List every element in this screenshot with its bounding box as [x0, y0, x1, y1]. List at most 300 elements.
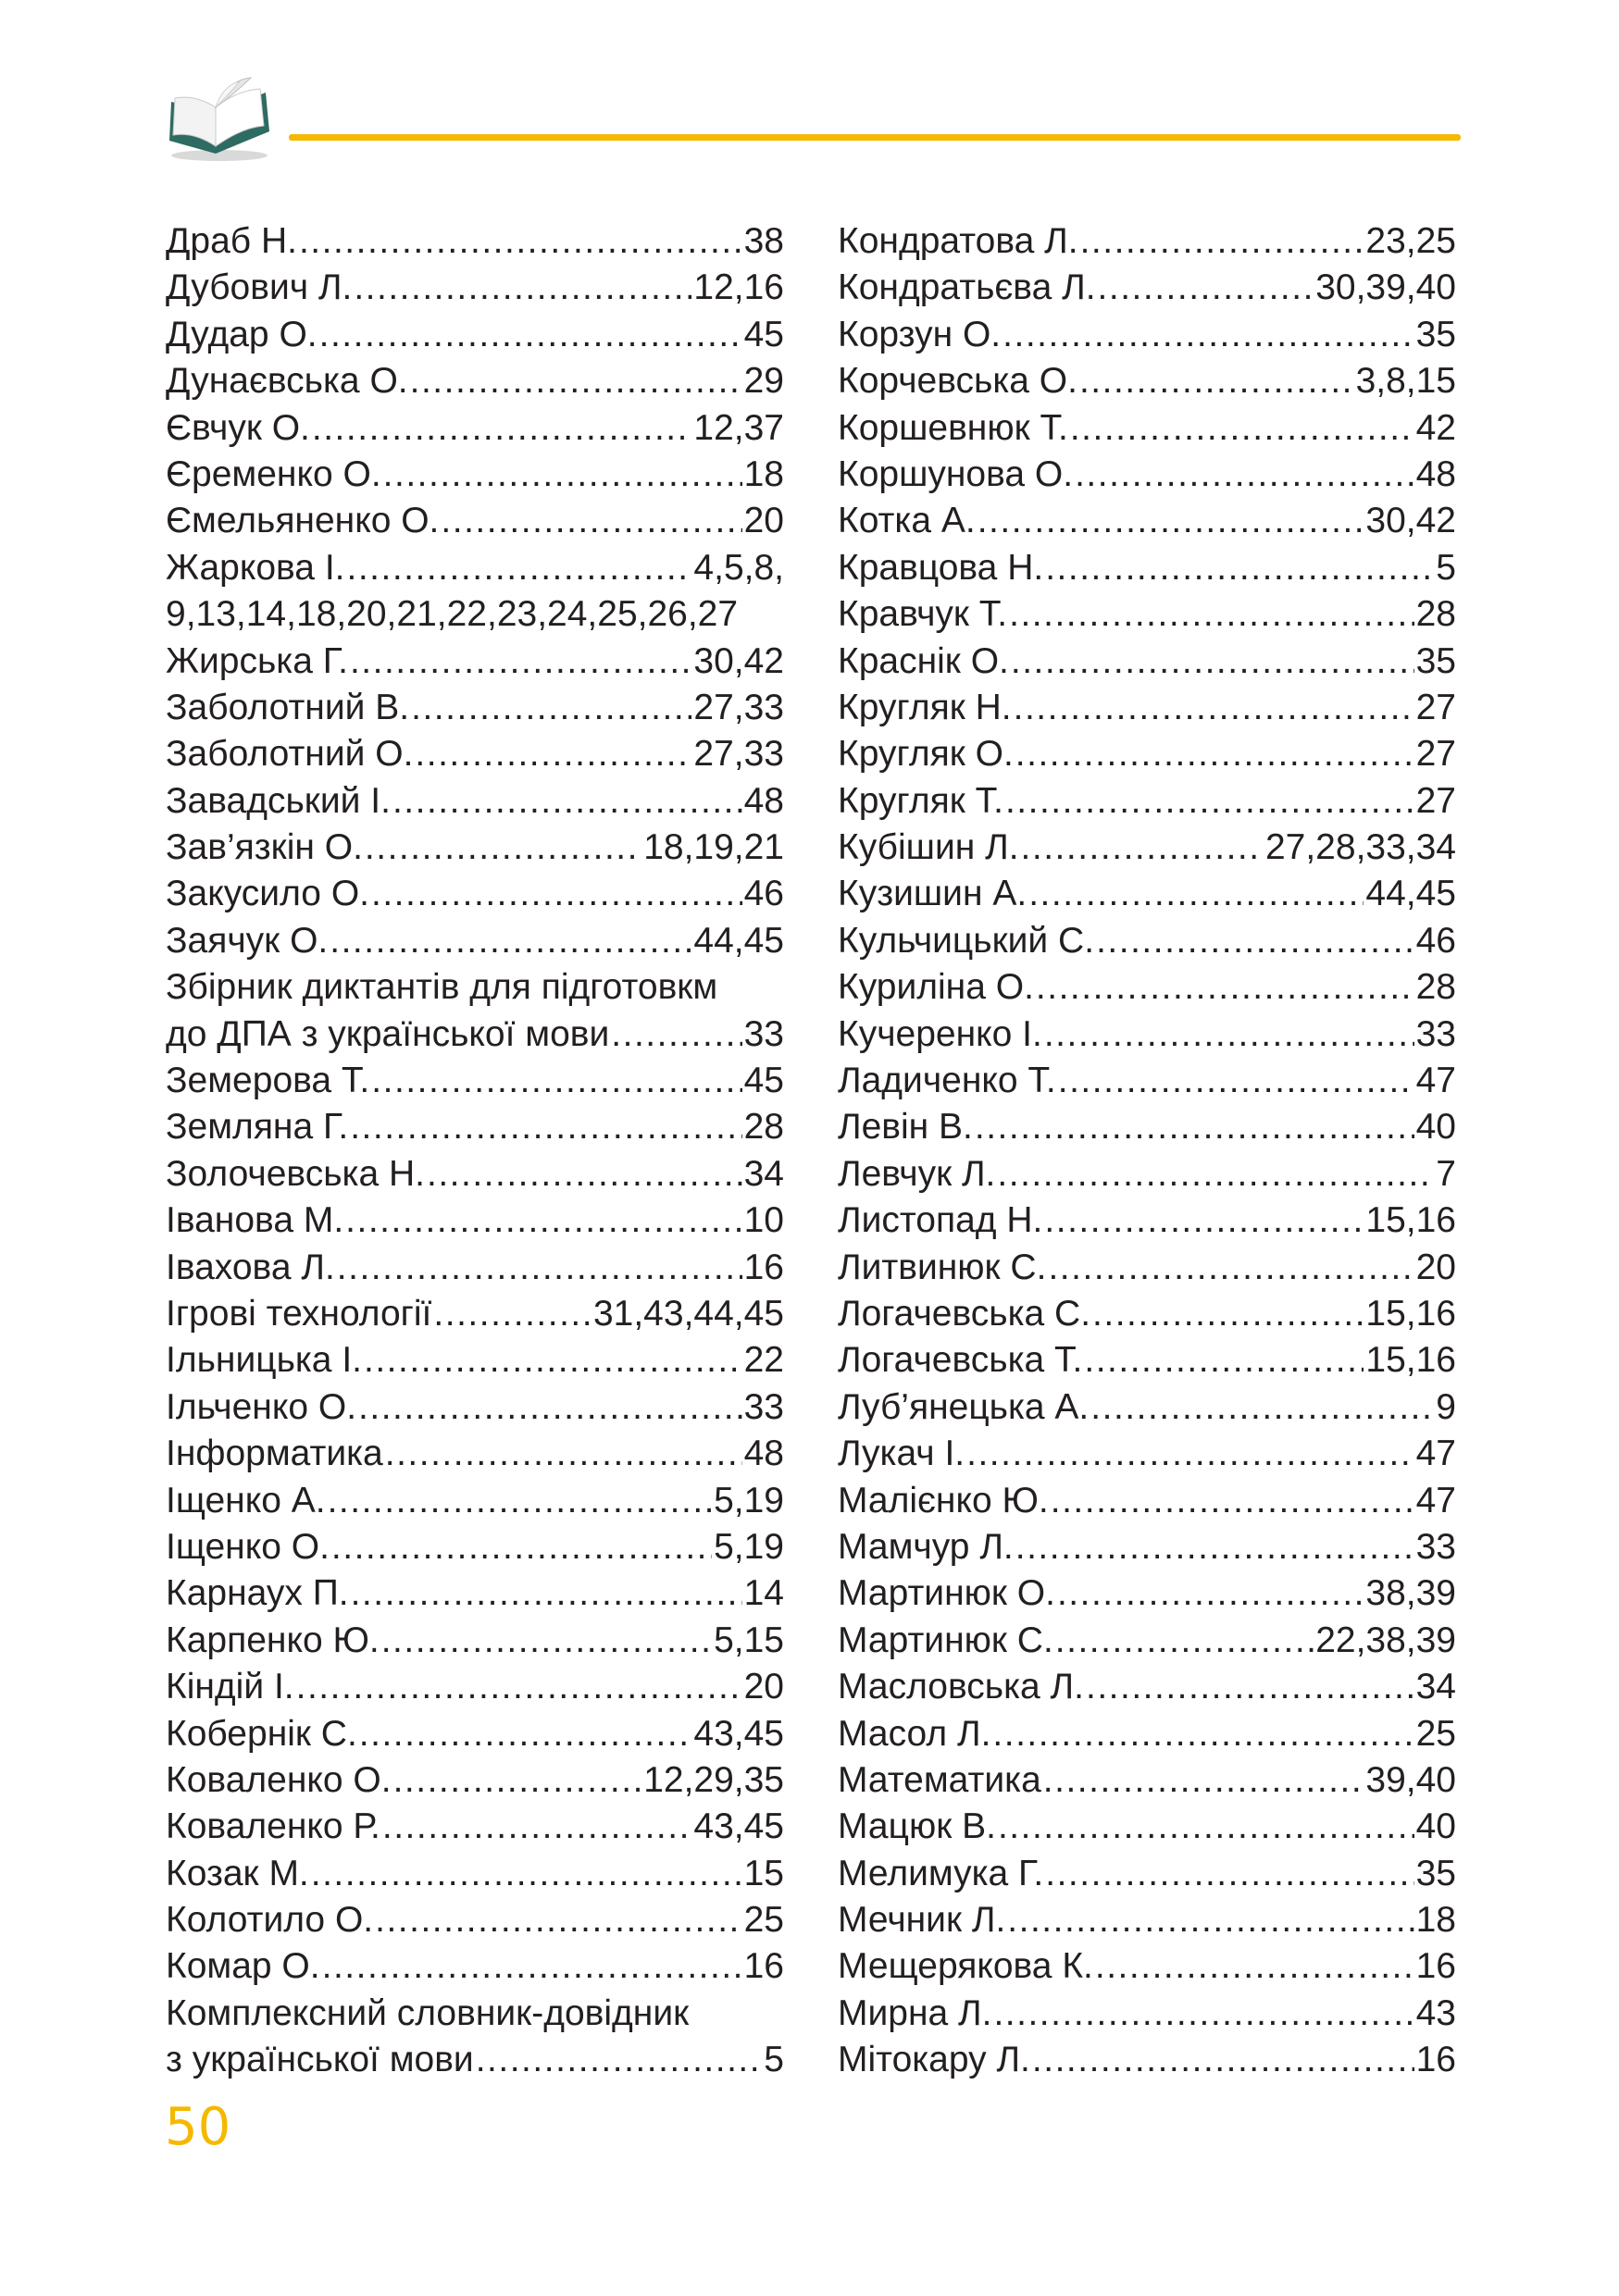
index-entry-name: Мацюк В. [838, 1806, 996, 1847]
dot-leader [611, 1011, 741, 1058]
index-entry-pages: 16 [1415, 1946, 1456, 1987]
dot-leader [978, 498, 1364, 544]
index-entry-pages: 47 [1415, 1061, 1456, 1101]
index-entry-pages: 30,42 [693, 640, 784, 681]
index-entry-name: Кузишин А. [838, 874, 1027, 914]
dot-leader [1055, 1618, 1314, 1664]
index-entry-name: Куриліна О. [838, 967, 1034, 1008]
index-entry-name: Математика [838, 1759, 1041, 1800]
index-entry-name: Інформатика [166, 1433, 383, 1474]
index-entry-name: Дунаєвська О. [166, 361, 408, 402]
index-entry-pages: 40 [1415, 1107, 1456, 1148]
index-entry [838, 1478, 1456, 1524]
index-entry-pages: 18 [1415, 1900, 1456, 1941]
index-entry-name: Мещерякова К. [838, 1946, 1093, 1987]
dot-leader [385, 1431, 742, 1477]
index-entry [166, 1897, 784, 1943]
index-entry [166, 871, 784, 917]
index-entry [166, 1711, 784, 1757]
dot-leader [1005, 778, 1414, 825]
index-entry [166, 1804, 784, 1850]
dot-leader [1079, 358, 1354, 404]
dot-leader [997, 1151, 1434, 1198]
index-entry [166, 1851, 784, 1897]
index-entry [166, 639, 784, 685]
index-entry-name: Заболотний О. [166, 734, 414, 775]
dot-leader [1045, 545, 1434, 591]
index-entry-pages: 30,39,40 [1315, 267, 1456, 308]
dot-leader [1021, 825, 1264, 871]
index-entry-name: Кульчицький С. [838, 920, 1095, 961]
index-entry-pages: 16 [743, 1946, 784, 1987]
index-entry [166, 918, 784, 964]
index-entry-name: Мітокару Л. [838, 2040, 1030, 2080]
index-entry-name: Кучеренко І. [838, 1013, 1042, 1054]
index-entry [838, 1570, 1456, 1617]
index-entry-pages: 43,45 [693, 1713, 784, 1754]
index-entry [838, 1151, 1456, 1198]
index-entry-name: Кравчук Т. [838, 594, 1008, 635]
index-entry-name: Жаркова І. [166, 547, 345, 588]
dot-leader [1043, 1757, 1364, 1804]
index-entry [166, 2037, 784, 2083]
index-entry-name: Кругляк Н. [838, 687, 1012, 727]
dot-leader [1009, 591, 1414, 638]
dot-leader [1098, 265, 1314, 311]
index-entry-pages: 23,25 [1365, 221, 1456, 261]
index-entry-pages: 12,37 [693, 407, 784, 448]
index-entry-pages: 44,45 [1365, 874, 1456, 914]
dot-leader [393, 1757, 642, 1804]
dot-leader [371, 1058, 741, 1104]
index-entry-name: Дудар О. [166, 314, 318, 354]
dot-leader [476, 2037, 763, 2083]
dot-leader [319, 312, 742, 358]
index-entry-pages: 18,19,21 [643, 827, 784, 868]
index-entry-pages: 33 [743, 1013, 784, 1054]
index-entry-pages: 12,29,35 [643, 1759, 784, 1800]
index-entry [838, 1384, 1456, 1431]
index-entry [166, 591, 784, 638]
index-entry [166, 685, 784, 731]
index-entry-name: Іщенко А. [166, 1480, 326, 1520]
index-entry [838, 2037, 1456, 2083]
index-entry-pages: 28 [1415, 967, 1456, 1008]
index-entry-name: Краснік О. [838, 640, 1009, 681]
index-entry [166, 1384, 784, 1431]
index-entry-name: Єременко О. [166, 453, 381, 494]
index-entry-pages: 45 [743, 1061, 784, 1101]
dot-leader [1086, 1664, 1414, 1710]
dot-leader [381, 1618, 712, 1664]
index-entry-name: Ємельяненко О. [166, 501, 440, 541]
index-entry-pages: 46 [743, 874, 784, 914]
index-entry [166, 1198, 784, 1244]
index-entry-pages: 5,19 [714, 1480, 784, 1520]
index-entry-pages: 15,16 [1365, 1200, 1456, 1241]
index-entry-text: Комплексний словник-довідник [166, 1992, 690, 2033]
index-entry-name: Мамчур Л. [838, 1526, 1014, 1567]
index-entry-pages: 14 [743, 1573, 784, 1614]
index-entry-name: Корчевська О. [838, 361, 1077, 402]
dot-leader [1048, 1245, 1414, 1291]
index-entry-pages: 10 [743, 1200, 784, 1241]
index-entry-name: Ільницька І. [166, 1340, 363, 1381]
index-entry-name: Масол Л. [838, 1713, 991, 1754]
index-entry [166, 1104, 784, 1150]
index-entry-name: до ДПА з української мови [166, 1013, 610, 1054]
dot-leader [992, 1711, 1414, 1757]
dot-leader [337, 1245, 742, 1291]
index-entry-pages: 27,33 [693, 687, 784, 727]
dot-leader [328, 1478, 713, 1524]
index-entry [166, 312, 784, 358]
index-entry-pages: 27,28,33,34 [1264, 827, 1456, 868]
index-entry-pages: 3,8,15 [1355, 361, 1456, 402]
index-entry [166, 358, 784, 404]
index-entry [166, 218, 784, 265]
index-entry-pages: 47 [1415, 1480, 1456, 1520]
index-entry [166, 498, 784, 544]
index-entry-name: Луб’янецька А. [838, 1386, 1090, 1427]
index-entry-pages: 48 [1415, 453, 1456, 494]
index-entry-pages: 16 [1415, 2040, 1456, 2080]
dot-leader [1096, 918, 1414, 964]
dot-leader [322, 1943, 742, 1990]
index-entry [166, 964, 784, 1011]
index-entry-name: Мартинюк С. [838, 1620, 1053, 1660]
index-entry-name: Завадський І. [166, 780, 391, 821]
dot-leader [1044, 1011, 1414, 1058]
dot-leader [1015, 1524, 1414, 1570]
index-entry-name: Земерова Т. [166, 1061, 370, 1101]
index-entry [838, 1618, 1456, 1664]
index-entry-name: Коршунова О. [838, 453, 1074, 494]
index-entry-pages: 20 [743, 1667, 784, 1707]
dot-leader [392, 778, 742, 825]
index-entry [838, 405, 1456, 452]
index-entry-name: Коваленко Р. [166, 1806, 380, 1847]
index-entry-name: Жирська Г. [166, 640, 348, 681]
index-entry-pages: 27 [1415, 687, 1456, 727]
dot-leader [359, 1711, 692, 1757]
index-entry-name: Кубішин Л. [838, 827, 1019, 868]
dot-leader [1015, 731, 1414, 777]
index-entry [166, 1291, 784, 1337]
index-entry [838, 1524, 1456, 1570]
dot-leader [1092, 1291, 1364, 1337]
dot-leader [358, 1384, 742, 1431]
dot-leader [365, 825, 641, 871]
index-entry-name: Корзун О. [838, 314, 1002, 354]
index-entry-name: Закусило О. [166, 874, 369, 914]
index-entry-pages: 22 [743, 1340, 784, 1381]
index-entry [838, 1058, 1456, 1104]
index-entry [838, 1245, 1456, 1291]
index-column-right [838, 218, 1456, 2084]
dot-leader [296, 1664, 742, 1710]
dot-leader [1045, 1851, 1414, 1897]
dot-leader [433, 1291, 592, 1337]
index-entry-pages: 34 [1415, 1667, 1456, 1707]
index-entry [838, 1337, 1456, 1384]
index-entry-pages: 15 [743, 1853, 784, 1893]
index-entry-pages: 20 [1415, 1247, 1456, 1287]
index-entry [838, 825, 1456, 871]
index-entry [166, 452, 784, 498]
dot-leader [1084, 1337, 1364, 1384]
index-entry-name: Євчук О. [166, 407, 310, 448]
index-entry [838, 358, 1456, 404]
index-entry [838, 1198, 1456, 1244]
index-entry [166, 1618, 784, 1664]
index-entry-pages: 44,45 [693, 920, 784, 961]
index-entry-pages: 43,45 [693, 1806, 784, 1847]
index-entry [838, 871, 1456, 917]
index-entry-name: з української мови [166, 2040, 474, 2080]
index-entry-name: Земляна Г. [166, 1107, 349, 1148]
index-entry [838, 1431, 1456, 1477]
index-entry-name: Мирна Л. [838, 1992, 992, 2033]
index-entry-pages: 43 [1415, 1992, 1456, 2033]
index-entry-pages: 38,39 [1365, 1573, 1456, 1614]
index-entry-name: Кондратова Л. [838, 221, 1078, 261]
index-entry-pages: 39,40 [1365, 1759, 1456, 1800]
index-entry-name: Кобернік С. [166, 1713, 357, 1754]
index-entry-pages: 27,33 [693, 734, 784, 775]
index-entry-name: Логачевська Т. [838, 1340, 1083, 1381]
index-entry [838, 1991, 1456, 2037]
dot-leader [1090, 1384, 1434, 1431]
index-entry-name: Драб Н. [166, 221, 297, 261]
index-entry-name: Левін В. [838, 1107, 973, 1148]
dot-leader [371, 871, 742, 917]
index-entry-pages: 4,5,8, [693, 547, 784, 588]
index-entry-pages: 15,16 [1365, 1293, 1456, 1334]
index-entry-pages: 31,43,44,45 [592, 1293, 784, 1334]
index-entry-pages: 33 [743, 1386, 784, 1427]
index-entry [838, 1011, 1456, 1058]
index-entry-name: Івахова Л. [166, 1247, 335, 1287]
index-entry-pages: 16 [743, 1247, 784, 1287]
index-entry-name: Іщенко О. [166, 1526, 330, 1567]
index-entry [838, 1291, 1456, 1337]
index-entry [166, 1664, 784, 1710]
index-entry-pages: 5 [1436, 547, 1456, 588]
index-entry-name: Карнаух П. [166, 1573, 349, 1614]
dot-leader [383, 452, 742, 498]
index-entry-pages: 25 [1415, 1713, 1456, 1754]
index-entry-pages: 38 [743, 221, 784, 261]
index-entry [166, 1337, 784, 1384]
index-entry-text: 9,13,14,18,20,21,22,23,24,25,26,27 [166, 594, 739, 635]
index-entry-name: Малієнко Ю. [838, 1480, 1049, 1520]
index-entry [166, 825, 784, 871]
dot-leader [345, 1198, 741, 1244]
index-entry-name: Ладиченко Т. [838, 1061, 1056, 1101]
dot-leader [311, 1851, 742, 1897]
index-entry [838, 312, 1456, 358]
index-entry-name: Листопад Н. [838, 1200, 1043, 1241]
index-entry [838, 1711, 1456, 1757]
dot-leader [1032, 2037, 1414, 2083]
index-entry-name: Ігрові технології [166, 1293, 432, 1334]
index-entry-pages: 30,42 [1365, 501, 1456, 541]
index-entry-pages: 46 [1415, 920, 1456, 961]
index-entry-pages: 15,16 [1365, 1340, 1456, 1381]
index-entry-name: Дубович Л. [166, 267, 353, 308]
index-entry [166, 1943, 784, 1990]
dot-leader [1028, 871, 1364, 917]
index-entry-name: Котка А. [838, 501, 976, 541]
index-entry [166, 1757, 784, 1804]
index-entry-name: Іванова М. [166, 1200, 344, 1241]
dot-leader [330, 918, 691, 964]
dot-leader [1070, 405, 1414, 452]
index-entry [838, 731, 1456, 777]
dot-leader [350, 639, 691, 685]
index-entry [166, 1011, 784, 1058]
index-entry-name: Кругляк Т. [838, 780, 1003, 821]
index-entry-name: Левчук Л. [838, 1153, 996, 1194]
index-entry-pages: 20 [743, 501, 784, 541]
dot-leader [1036, 964, 1414, 1011]
index-entry-pages: 18 [743, 453, 784, 494]
index-entry [838, 1897, 1456, 1943]
dot-leader [1058, 1058, 1414, 1104]
index-entry-name: Зав’язкін О. [166, 827, 363, 868]
index-entry-name: Заболотний В. [166, 687, 410, 727]
index-entry-name: Кондратьєва Л. [838, 267, 1096, 308]
index-entry-pages: 27 [1415, 780, 1456, 821]
index-entry-name: Литвинюк С. [838, 1247, 1047, 1287]
dot-leader [1095, 1943, 1414, 1990]
dot-leader [1007, 1897, 1414, 1943]
index-entry [166, 778, 784, 825]
index-entry-name: Золочевська Н. [166, 1153, 425, 1194]
index-entry-pages: 40 [1415, 1806, 1456, 1847]
index-column-left [166, 218, 784, 2084]
open-book-icon [162, 76, 282, 168]
index-entry-name: Кіндій І. [166, 1667, 294, 1707]
index-entry [838, 218, 1456, 265]
index-entry-name: Кравцова Н. [838, 547, 1044, 588]
index-entry-pages: 48 [743, 1433, 784, 1474]
index-entry-name: Мечник Л. [838, 1900, 1006, 1941]
index-entry-pages: 33 [1415, 1013, 1456, 1054]
dot-leader [411, 685, 691, 731]
dot-leader [375, 1897, 741, 1943]
index-entry-name: Колотило О. [166, 1900, 374, 1941]
index-entry-pages: 45 [743, 314, 784, 354]
dot-leader [966, 1431, 1414, 1477]
dot-leader [1014, 685, 1414, 731]
index-entry [838, 498, 1456, 544]
index-entry-pages: 28 [1415, 594, 1456, 635]
index-entry [166, 731, 784, 777]
index-entry-name: Заячук О. [166, 920, 329, 961]
dot-leader [1080, 218, 1364, 265]
index-entry-name: Кругляк О. [838, 734, 1014, 775]
index-entry-pages: 34 [743, 1153, 784, 1194]
index-entry [166, 1524, 784, 1570]
index-entry-pages: 27 [1415, 734, 1456, 775]
dot-leader [347, 545, 692, 591]
index-entry [838, 1851, 1456, 1897]
index-entry [838, 1804, 1456, 1850]
index-entry [838, 1757, 1456, 1804]
index-entry [166, 545, 784, 591]
dot-leader [350, 1104, 741, 1150]
index-entry-pages: 7 [1436, 1153, 1456, 1194]
index-entry-pages: 33 [1415, 1526, 1456, 1567]
index-entry-name: Карпенко Ю. [166, 1620, 380, 1660]
index-entry-pages: 35 [1415, 640, 1456, 681]
index-entry-pages: 48 [743, 780, 784, 821]
dot-leader [415, 731, 691, 777]
index-entry [838, 591, 1456, 638]
index-entry [838, 685, 1456, 731]
index-entry [166, 1151, 784, 1198]
index-entry [166, 265, 784, 311]
index-entry [838, 265, 1456, 311]
index-entry-name: Коваленко О. [166, 1759, 392, 1800]
dot-leader [1051, 1478, 1414, 1524]
index-entry [838, 1664, 1456, 1710]
page-number: 50 [165, 2097, 231, 2157]
index-entry-pages: 28 [743, 1107, 784, 1148]
dot-leader [1044, 1198, 1364, 1244]
index-entry-text: Збірник диктантів для підготовкм [166, 967, 718, 1008]
index-entry-pages: 22,38,39 [1315, 1620, 1456, 1660]
index-entry-pages: 42 [1415, 407, 1456, 448]
dot-leader [441, 498, 741, 544]
index-entry-name: Комар О. [166, 1946, 320, 1987]
dot-leader [299, 218, 742, 265]
dot-leader [1057, 1570, 1364, 1617]
index-entry-name: Мелимука Г. [838, 1853, 1044, 1893]
dot-leader [364, 1337, 742, 1384]
index-entry [838, 778, 1456, 825]
index-entry [166, 1991, 784, 2037]
index-entry-pages: 12,16 [693, 267, 784, 308]
index-entry [838, 1104, 1456, 1150]
index-entry-pages: 5 [764, 2040, 784, 2080]
dot-leader [410, 358, 742, 404]
index-entry [166, 1058, 784, 1104]
index-entry-pages: 47 [1415, 1433, 1456, 1474]
index-entry [166, 1245, 784, 1291]
dot-leader [975, 1104, 1414, 1150]
dot-leader [1003, 312, 1414, 358]
dot-leader [427, 1151, 742, 1198]
dot-leader [1075, 452, 1414, 498]
header-rule [289, 134, 1461, 141]
dot-leader [351, 1570, 742, 1617]
index-entry-name: Ільченко О. [166, 1386, 357, 1427]
dot-leader [998, 1804, 1414, 1850]
index-entry-pages: 25 [743, 1900, 784, 1941]
dot-leader [382, 1804, 692, 1850]
dot-leader [312, 405, 692, 452]
index-entry-name: Козак М. [166, 1853, 309, 1893]
index-entry-pages: 5,19 [714, 1526, 784, 1567]
index-entry [838, 918, 1456, 964]
dot-leader [993, 1991, 1414, 2037]
index-entry [838, 545, 1456, 591]
dot-leader [1011, 639, 1414, 685]
index-entry-pages: 29 [743, 361, 784, 402]
